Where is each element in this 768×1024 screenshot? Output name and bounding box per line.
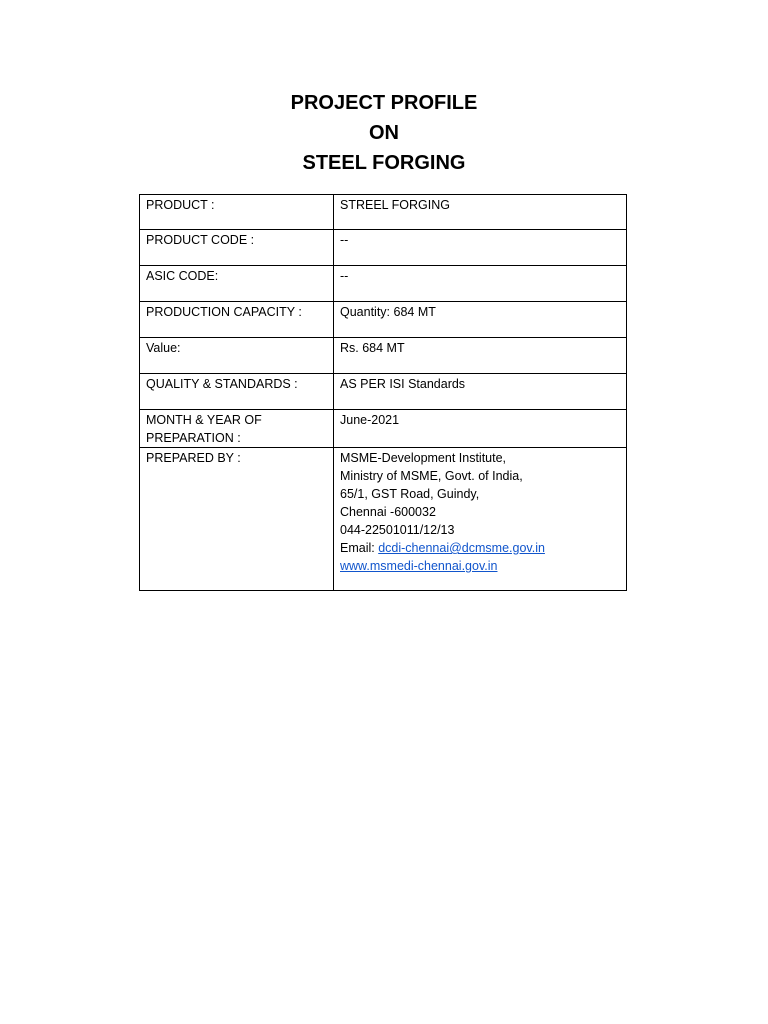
row-value-prepared-by	[334, 448, 627, 591]
row-value-month-year: June-2021	[334, 410, 627, 448]
address-line-4: Chennai -600032	[340, 505, 436, 519]
email-label: Email:	[340, 541, 375, 555]
row-label-asic-code: ASIC CODE:	[140, 266, 334, 302]
email-link[interactable]: dcdi-chennai@dcmsme.gov.in	[378, 541, 545, 555]
row-value-quality-standards: AS PER ISI Standards	[334, 374, 627, 410]
row-value-asic-code: --	[334, 266, 627, 302]
row-label-value: Value:	[140, 338, 334, 374]
row-label-production-capacity: PRODUCTION CAPACITY :	[140, 302, 334, 338]
address-line-2: Ministry of MSME, Govt. of India,	[340, 469, 523, 483]
phone-number: 044-22501011/12/13	[340, 523, 455, 537]
document-title	[0, 88, 768, 178]
row-label-month-year-line-1: MONTH & YEAR OF	[146, 413, 262, 427]
table-row	[140, 195, 627, 230]
address-line-1: MSME-Development Institute,	[340, 451, 507, 465]
table-row	[140, 302, 627, 338]
table-row	[140, 338, 627, 374]
table-row	[140, 410, 627, 448]
row-value-value: Rs. 684 MT	[334, 338, 627, 374]
address-line-3: 65/1, GST Road, Guindy,	[340, 487, 480, 501]
row-label-product-code: PRODUCT CODE :	[140, 230, 334, 266]
website-line	[340, 557, 620, 575]
row-label-prepared-by: PREPARED BY :	[140, 448, 334, 591]
row-label-month-year-line-2: PREPARATION :	[146, 431, 241, 445]
table-row	[140, 230, 627, 266]
table-row	[140, 266, 627, 302]
row-value-product-code: --	[334, 230, 627, 266]
title-line-3: STEEL FORGING	[302, 152, 466, 174]
table-row	[140, 374, 627, 410]
row-label-product: PRODUCT :	[140, 195, 334, 230]
title-line-1: PROJECT PROFILE	[290, 92, 478, 114]
email-line	[340, 539, 620, 557]
row-label-quality-standards: QUALITY & STANDARDS :	[140, 374, 334, 410]
project-profile-table	[139, 194, 627, 591]
row-label-month-year	[140, 410, 334, 448]
title-line-2: ON	[369, 122, 399, 144]
table-row	[140, 448, 627, 591]
website-link[interactable]: www.msmedi-chennai.gov.in	[340, 559, 498, 573]
row-value-product: STREEL FORGING	[334, 195, 627, 230]
row-value-production-capacity: Quantity: 684 MT	[334, 302, 627, 338]
